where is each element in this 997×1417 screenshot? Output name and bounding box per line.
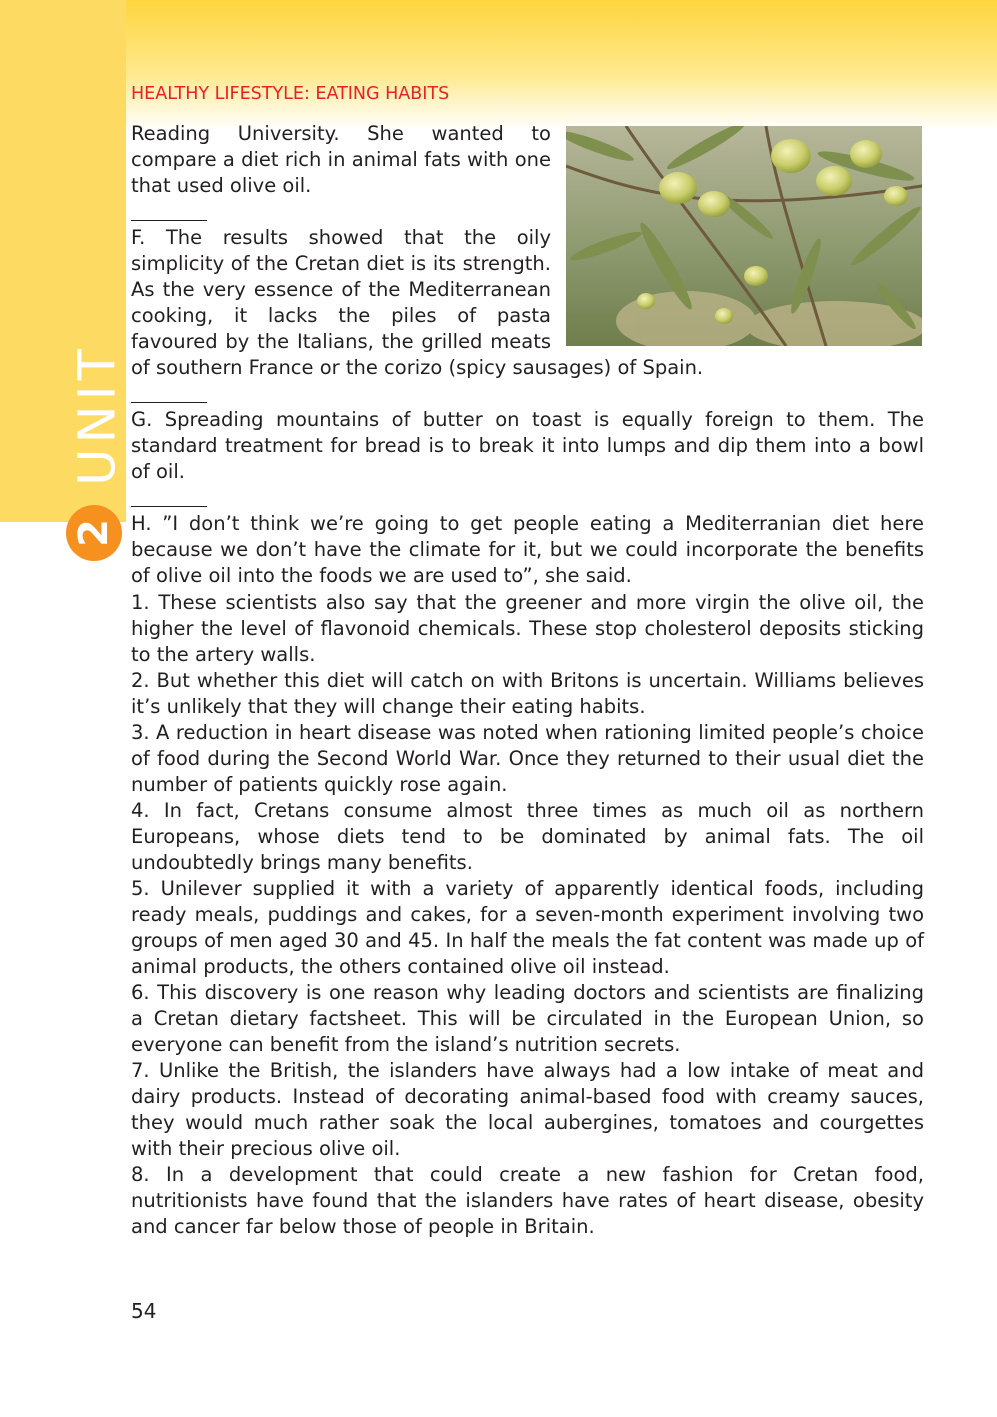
unit-label (70, 342, 126, 488)
unit-label-text: UNIT (68, 344, 128, 486)
numbered-item-2: 2. But whether this diet will catch on with Britons is uncertain. Williams believes it’s unlikely that they will change their eating habits. (131, 669, 924, 718)
answer-blank-g (131, 402, 207, 403)
section-title: HEALTHY LIFESTYLE: EATING HABITS (131, 84, 450, 104)
paragraph-f-line: of southern France or the corizo (spicy sausages) of Spain. (131, 356, 704, 379)
numbered-item-5: 5. Unilever supplied it with a variety of apparently identical foods, including ready meals, puddings and cakes, for a seven-month experiment involving two groups of men aged 30 and 45. In half the meals the fat content was made up of animal products, the others contained olive oil instead. (131, 877, 924, 978)
numbered-item-1: 1. These scientists also say that the greener and more virgin the olive oil, the higher the level of flavonoid chemicals. These stop cholesterol deposits sticking to the artery walls. (131, 591, 924, 666)
olive-branch-illustration (566, 126, 922, 346)
numbered-item-7: 7. Unlike the British, the islanders have always had a low intake of meat and dairy products. Instead of decorating animal-based food with creamy sauces, they would much rather soak the local aubergines, tomatoes and courgettes with their precious olive oil. (131, 1059, 924, 1160)
paragraph-h: H. ”I don’t think we’re going to get people eating a Mediterranian diet here because we don’t have the climate for it, but we could incorporate the benefits of olive oil into the foods we are used to”, she said. (131, 512, 924, 587)
numbered-item-8: 8. In a development that could create a new fashion for Cretan food, nutritionists have found that the islanders have rates of heart disease, obesity and cancer far below those of people in Britain. (131, 1163, 924, 1238)
numbered-item-4: 4. In fact, Cretans consume almost three times as much oil as northern Europeans, whose diets tend to be dominated by animal fats. The oil undoubtedly brings many benefits. (131, 799, 924, 874)
header-band (0, 0, 997, 130)
answer-blank-f (131, 220, 207, 221)
paragraph-f-line: As the very essence of the Mediterranean (131, 278, 551, 301)
answer-blank-h (131, 506, 207, 507)
numbered-item-3: 3. A reduction in heart disease was noted when rationing limited people’s choice of food during the Second World War. Once they returned to their usual diet the number of patients quickly rose again. (131, 721, 924, 796)
unit-number-badge (66, 505, 122, 561)
paragraph-f-line: F. The results showed that the oily (131, 226, 551, 249)
olive-branch-photo (566, 126, 922, 346)
paragraph-f-line: favoured by the Italians, the grilled meats (131, 330, 551, 353)
page-number: 54 (131, 1299, 157, 1323)
paragraph-f-line: cooking, it lacks the piles of pasta (131, 304, 551, 327)
intro-paragraph: Reading University. She wanted to compare a diet rich in animal fats with one that used olive oil. (131, 122, 551, 197)
paragraph-f-line: simplicity of the Cretan diet is its strength. (131, 252, 551, 275)
numbered-item-6: 6. This discovery is one reason why leading doctors and scientists are finalizing a Cretan dietary factsheet. This will be circulated in the European Union, so everyone can benefit from the island’s nutrition secrets. (131, 981, 924, 1056)
unit-number-text: 2 (71, 519, 117, 547)
paragraph-g: G. Spreading mountains of butter on toast is equally foreign to them. The standard treatment for bread is to break it into lumps and dip them into a bowl of oil. (131, 408, 924, 483)
